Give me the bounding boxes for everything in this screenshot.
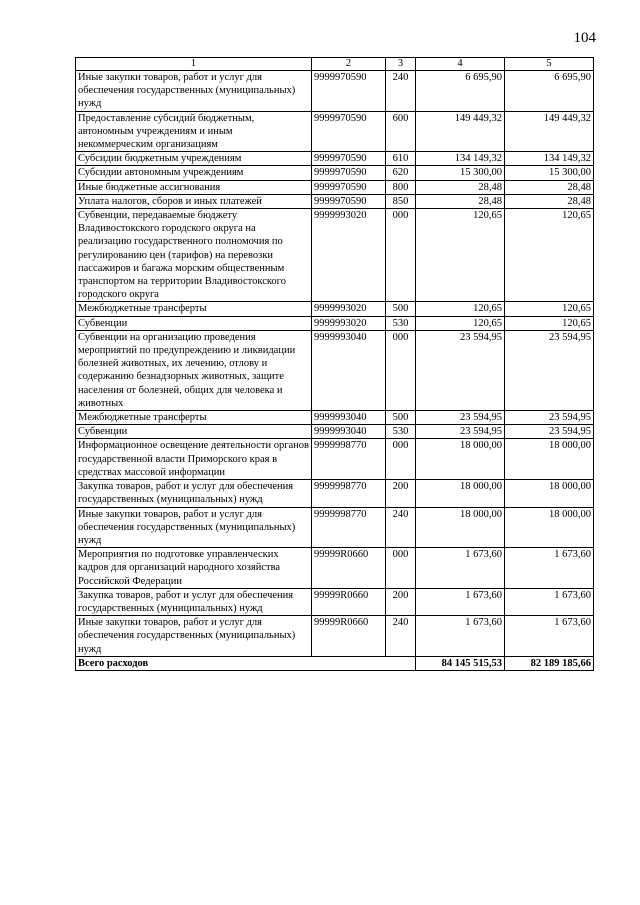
row-value-year2-cell: 1 673,60 [505, 616, 594, 657]
row-name-cell: Субсидии автономным учреждениям [76, 166, 312, 180]
total-value-v2: 82 189 185,66 [505, 656, 594, 670]
row-vr-cell: 000 [386, 548, 416, 589]
row-name-cell: Закупка товаров, работ и услуг для обеспечения государственных (муниципальных) нужд [76, 588, 312, 615]
table-row [76, 616, 594, 657]
row-code-cell: 9999998770 [312, 439, 386, 480]
row-value-year1-cell: 120,65 [416, 209, 505, 302]
row-vr-cell: 500 [386, 302, 416, 316]
table-row [76, 507, 594, 548]
row-value-year1-cell: 23 594,95 [416, 330, 505, 410]
row-code-cell: 9999993040 [312, 411, 386, 425]
table-row [76, 588, 594, 615]
row-name-cell: Субвенции, передаваемые бюджету Владивостокского городского округа на реализацию государственного полномочия по регулированию цен (тарифов) на перевозки пассажиров и багажа морским общественным транспортом на территории Владивостокского городского округа [76, 209, 312, 302]
table-row [76, 71, 594, 112]
row-value-year2-cell: 134 149,32 [505, 152, 594, 166]
row-code-cell: 9999970590 [312, 194, 386, 208]
table-row [76, 425, 594, 439]
row-value-year2-cell: 6 695,90 [505, 71, 594, 112]
total-row [76, 656, 594, 670]
row-value-year2-cell: 18 000,00 [505, 439, 594, 480]
table-row [76, 316, 594, 330]
row-vr-cell: 800 [386, 180, 416, 194]
total-label: Всего расходов [76, 656, 416, 670]
table-row [76, 194, 594, 208]
row-name-cell: Субвенции [76, 316, 312, 330]
row-vr-cell: 500 [386, 411, 416, 425]
row-name-cell: Предоставление субсидий бюджетным, автономным учреждениям и иным некоммерческим организациям [76, 111, 312, 152]
row-vr-cell: 240 [386, 507, 416, 548]
table-row [76, 152, 594, 166]
row-name-cell: Мероприятия по подготовке управленческих кадров для организаций народного хозяйства Российской Федерации [76, 548, 312, 589]
row-value-year2-cell: 23 594,95 [505, 330, 594, 410]
row-value-year1-cell: 134 149,32 [416, 152, 505, 166]
budget-table [75, 57, 594, 671]
row-vr-cell: 240 [386, 616, 416, 657]
row-value-year1-cell: 18 000,00 [416, 439, 505, 480]
row-code-cell: 9999970590 [312, 166, 386, 180]
row-value-year2-cell: 1 673,60 [505, 548, 594, 589]
table-row [76, 330, 594, 410]
row-code-cell: 9999993020 [312, 209, 386, 302]
row-value-year1-cell: 15 300,00 [416, 166, 505, 180]
row-code-cell: 9999993020 [312, 302, 386, 316]
row-value-year1-cell: 120,65 [416, 316, 505, 330]
table-row [76, 180, 594, 194]
table-row [76, 411, 594, 425]
row-code-cell: 9999998770 [312, 480, 386, 507]
row-value-year1-cell: 28,48 [416, 194, 505, 208]
row-value-year1-cell: 6 695,90 [416, 71, 505, 112]
row-value-year1-cell: 1 673,60 [416, 588, 505, 615]
row-name-cell: Информационное освещение деятельности органов государственной власти Приморского края в средствах массовой информации [76, 439, 312, 480]
row-value-year1-cell: 18 000,00 [416, 480, 505, 507]
row-vr-cell: 200 [386, 480, 416, 507]
row-value-year1-cell: 149 449,32 [416, 111, 505, 152]
total-value-v1: 84 145 515,53 [416, 656, 505, 670]
row-vr-cell: 240 [386, 71, 416, 112]
row-value-year2-cell: 120,65 [505, 316, 594, 330]
row-code-cell: 99999R0660 [312, 548, 386, 589]
table-row [76, 439, 594, 480]
row-vr-cell: 530 [386, 425, 416, 439]
row-vr-cell: 610 [386, 152, 416, 166]
row-name-cell: Межбюджетные трансферты [76, 302, 312, 316]
table-row [76, 548, 594, 589]
row-code-cell: 9999970590 [312, 111, 386, 152]
row-vr-cell: 530 [386, 316, 416, 330]
table-row [76, 166, 594, 180]
row-vr-cell: 200 [386, 588, 416, 615]
row-value-year2-cell: 120,65 [505, 302, 594, 316]
row-value-year2-cell: 120,65 [505, 209, 594, 302]
row-name-cell: Субсидии бюджетным учреждениям [76, 152, 312, 166]
row-vr-cell: 850 [386, 194, 416, 208]
row-code-cell: 99999R0660 [312, 588, 386, 615]
row-name-cell: Уплата налогов, сборов и иных платежей [76, 194, 312, 208]
row-value-year2-cell: 149 449,32 [505, 111, 594, 152]
row-code-cell: 99999R0660 [312, 616, 386, 657]
row-value-year1-cell: 120,65 [416, 302, 505, 316]
column-header: 1 [76, 58, 312, 71]
row-code-cell: 9999993020 [312, 316, 386, 330]
row-name-cell: Закупка товаров, работ и услуг для обеспечения государственных (муниципальных) нужд [76, 480, 312, 507]
table-row [76, 111, 594, 152]
row-vr-cell: 000 [386, 209, 416, 302]
row-value-year1-cell: 1 673,60 [416, 548, 505, 589]
row-name-cell: Субвенции [76, 425, 312, 439]
row-name-cell: Межбюджетные трансферты [76, 411, 312, 425]
header-row [76, 58, 594, 71]
row-code-cell: 9999970590 [312, 71, 386, 112]
row-code-cell: 9999970590 [312, 152, 386, 166]
row-code-cell: 9999993040 [312, 425, 386, 439]
row-name-cell: Иные закупки товаров, работ и услуг для обеспечения государственных (муниципальных) нужд [76, 616, 312, 657]
row-vr-cell: 600 [386, 111, 416, 152]
row-value-year1-cell: 23 594,95 [416, 411, 505, 425]
row-value-year1-cell: 18 000,00 [416, 507, 505, 548]
table-row [76, 480, 594, 507]
column-header: 4 [416, 58, 505, 71]
row-name-cell: Субвенции на организацию проведения мероприятий по предупреждению и ликвидации болезней животных, их лечению, отлову и содержанию безнадзорных животных, защите населения от болезней, общих для человека и животных [76, 330, 312, 410]
column-header: 3 [386, 58, 416, 71]
row-vr-cell: 000 [386, 330, 416, 410]
row-code-cell: 9999993040 [312, 330, 386, 410]
row-value-year1-cell: 28,48 [416, 180, 505, 194]
column-header: 5 [505, 58, 594, 71]
row-value-year2-cell: 18 000,00 [505, 480, 594, 507]
row-name-cell: Иные закупки товаров, работ и услуг для обеспечения государственных (муниципальных) нужд [76, 71, 312, 112]
column-header: 2 [312, 58, 386, 71]
row-name-cell: Иные бюджетные ассигнования [76, 180, 312, 194]
row-code-cell: 9999998770 [312, 507, 386, 548]
row-value-year1-cell: 23 594,95 [416, 425, 505, 439]
row-value-year2-cell: 23 594,95 [505, 425, 594, 439]
row-value-year2-cell: 18 000,00 [505, 507, 594, 548]
row-value-year2-cell: 23 594,95 [505, 411, 594, 425]
row-value-year1-cell: 1 673,60 [416, 616, 505, 657]
row-code-cell: 9999970590 [312, 180, 386, 194]
row-name-cell: Иные закупки товаров, работ и услуг для обеспечения государственных (муниципальных) нужд [76, 507, 312, 548]
row-value-year2-cell: 1 673,60 [505, 588, 594, 615]
table-row [76, 302, 594, 316]
page-number: 104 [573, 30, 596, 46]
table-row [76, 209, 594, 302]
row-value-year2-cell: 28,48 [505, 194, 594, 208]
row-value-year2-cell: 28,48 [505, 180, 594, 194]
row-vr-cell: 620 [386, 166, 416, 180]
row-vr-cell: 000 [386, 439, 416, 480]
row-value-year2-cell: 15 300,00 [505, 166, 594, 180]
